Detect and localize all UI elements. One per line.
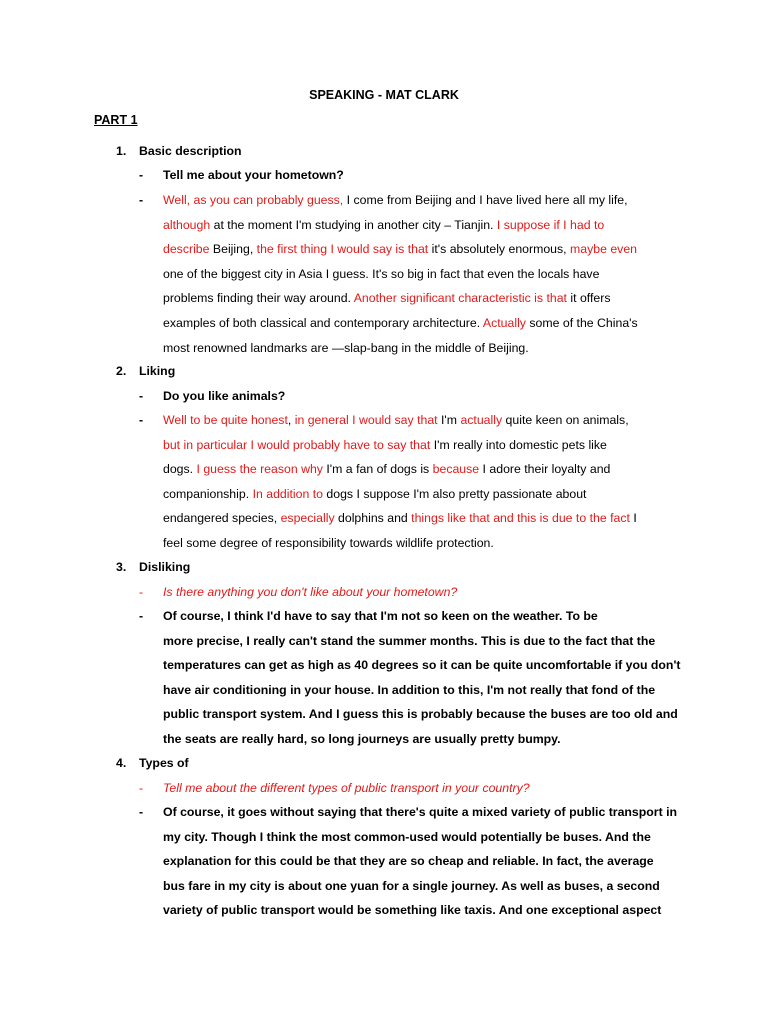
answer-text: it's absolutely enormous, bbox=[428, 242, 570, 257]
highlighted-phrase: describe bbox=[163, 242, 210, 257]
answer-text: dolphins and bbox=[334, 511, 412, 526]
bullet-dash: - bbox=[139, 413, 144, 427]
answer-line bbox=[163, 879, 660, 893]
answer-text: endangered species, bbox=[163, 511, 281, 526]
answer-text: I'm a fan of dogs is bbox=[322, 462, 433, 477]
section-title: Types of bbox=[139, 756, 189, 770]
answer-line bbox=[163, 487, 586, 501]
answer-line bbox=[163, 242, 637, 256]
answer-text: I'm bbox=[437, 413, 461, 427]
answer-text: explanation for this could be that they are so cheap and reliable. In fact, the average bbox=[163, 854, 654, 869]
answer-text: have air conditioning in your house. In addition to this, I'm not really that fond of the bbox=[163, 682, 656, 697]
answer-line bbox=[163, 536, 494, 550]
answer-text: Beijing, bbox=[209, 242, 257, 257]
section-heading bbox=[116, 144, 242, 158]
section-number: 2. bbox=[116, 364, 127, 378]
answer-line bbox=[163, 438, 607, 452]
answer-text: one of the biggest city in Asia I guess. It's so big in fact that even the locals have bbox=[163, 266, 600, 281]
answer-line bbox=[163, 683, 655, 697]
answer-text: my city. Though I think the most common-used would potentially be buses. And the bbox=[163, 829, 651, 844]
answer-text: more precise, I really can't stand the summer months. This is due to the fact that the bbox=[163, 633, 656, 648]
answer-text: some of the China's bbox=[525, 316, 638, 330]
section-title: Disliking bbox=[139, 560, 191, 574]
answer-line bbox=[163, 267, 599, 281]
answer-text: Of course, it goes without saying that there's quite a mixed variety of public transport in bbox=[163, 805, 678, 819]
highlighted-phrase: In addition to bbox=[252, 486, 323, 501]
answer-line bbox=[163, 291, 610, 305]
section-title: Liking bbox=[139, 364, 176, 378]
answer-text: examples of both classical and contemporary architecture. bbox=[163, 316, 483, 330]
answer-line bbox=[163, 805, 677, 819]
bullet-dash: - bbox=[139, 781, 144, 795]
answer-text: at the moment I'm studying in another city – Tianjin. bbox=[210, 217, 497, 232]
answer-text: it offers bbox=[566, 291, 611, 306]
answer-line bbox=[163, 316, 638, 330]
section-heading bbox=[116, 560, 190, 574]
highlighted-phrase: in general I would say that bbox=[294, 413, 438, 427]
highlighted-phrase: I suppose if I had to bbox=[496, 217, 605, 232]
highlighted-phrase: actually bbox=[460, 413, 503, 427]
part-heading: PART 1 bbox=[94, 113, 138, 127]
document-title: SPEAKING - MAT CLARK bbox=[309, 88, 459, 102]
highlighted-phrase: I guess the reason why bbox=[196, 462, 323, 477]
bullet-dash: - bbox=[139, 389, 144, 403]
highlighted-phrase: although bbox=[163, 217, 211, 232]
highlighted-phrase: because bbox=[432, 462, 480, 477]
answer-line bbox=[163, 609, 598, 623]
question-text: Do you like animals? bbox=[163, 389, 286, 403]
answer-text: most renowned landmarks are —slap-bang in the middle of Beijing. bbox=[163, 340, 529, 355]
highlighted-phrase: the first thing I would say is that bbox=[256, 242, 429, 257]
question-text: Is there anything you don't like about your hometown? bbox=[163, 585, 458, 599]
answer-line bbox=[163, 658, 680, 672]
answer-text: Of course, I think I'd have to say that I'm not so keen on the weather. To be bbox=[163, 609, 598, 623]
answer-text: I come from Beijing and I have lived here all my life, bbox=[343, 193, 628, 207]
highlighted-phrase: maybe even bbox=[570, 242, 637, 257]
answer-text: temperatures can get as high as 40 degrees so it can be quite uncomfortable if you don't bbox=[163, 658, 681, 673]
answer-text: I adore their loyalty and bbox=[479, 462, 611, 477]
answer-line bbox=[163, 903, 661, 917]
highlighted-phrase: Actually bbox=[482, 316, 526, 330]
section-heading bbox=[116, 756, 189, 770]
answer-text: I bbox=[629, 511, 637, 526]
answer-text: problems finding their way around. bbox=[163, 291, 354, 306]
answer-text: dogs. bbox=[163, 462, 197, 477]
highlighted-phrase: things like that and this is due to the fact bbox=[411, 511, 630, 526]
answer-text: , bbox=[287, 413, 295, 427]
highlighted-phrase: Well, as you can probably guess, bbox=[163, 193, 344, 207]
bullet-dash: - bbox=[139, 193, 144, 207]
answer-line bbox=[163, 462, 610, 476]
answer-line bbox=[163, 854, 654, 868]
answer-line bbox=[163, 707, 678, 721]
answer-line bbox=[163, 511, 637, 525]
answer-line bbox=[163, 218, 604, 232]
question-text: Tell me about your hometown? bbox=[163, 168, 344, 182]
answer-text: public transport system. And I guess this is probably because the buses are too old and bbox=[163, 707, 678, 722]
section-heading bbox=[116, 364, 175, 378]
answer-text: quite keen on animals, bbox=[502, 413, 629, 427]
answer-line bbox=[163, 634, 655, 648]
section-title: Basic description bbox=[139, 144, 242, 158]
answer-line bbox=[163, 341, 529, 355]
answer-line bbox=[163, 413, 629, 427]
answer-text: the seats are really hard, so long journeys are usually pretty bumpy. bbox=[163, 732, 561, 746]
answer-text: bus fare in my city is about one yuan for a single journey. As well as buses, a second bbox=[163, 878, 660, 893]
bullet-dash: - bbox=[139, 585, 144, 599]
answer-text: companionship. bbox=[163, 486, 253, 501]
highlighted-phrase: Well to be quite honest bbox=[163, 413, 288, 427]
answer-line bbox=[163, 830, 651, 844]
highlighted-phrase: but in particular I would probably have to say that bbox=[163, 437, 431, 452]
answer-line bbox=[163, 732, 561, 746]
answer-text: I'm really into domestic pets like bbox=[430, 437, 607, 452]
question-text: Tell me about the different types of public transport in your country? bbox=[163, 781, 530, 795]
bullet-dash: - bbox=[139, 609, 144, 623]
section-number: 4. bbox=[116, 756, 127, 770]
answer-text: variety of public transport would be something like taxis. And one exceptional aspect bbox=[163, 903, 662, 918]
section-number: 3. bbox=[116, 560, 127, 574]
highlighted-phrase: Another significant characteristic is that bbox=[353, 291, 567, 306]
section-number: 1. bbox=[116, 144, 127, 158]
highlighted-phrase: especially bbox=[280, 511, 335, 526]
answer-line bbox=[163, 193, 628, 207]
answer-text: dogs I suppose I'm also pretty passionate about bbox=[322, 486, 587, 501]
answer-text: feel some degree of responsibility towards wildlife protection. bbox=[163, 536, 494, 550]
bullet-dash: - bbox=[139, 805, 144, 819]
bullet-dash: - bbox=[139, 168, 144, 182]
